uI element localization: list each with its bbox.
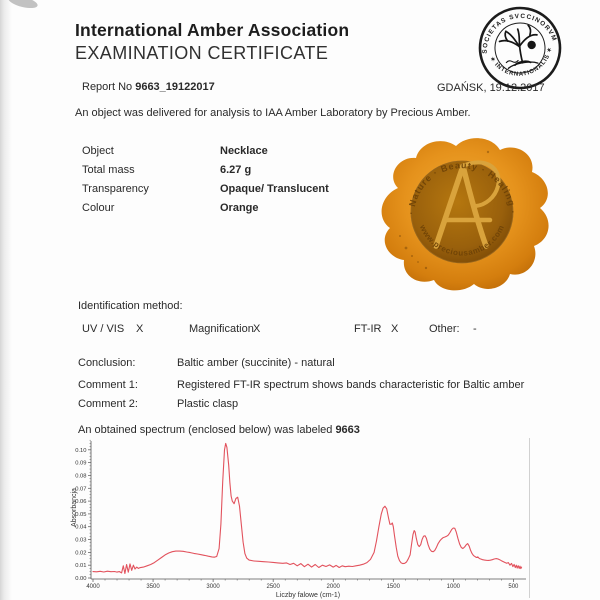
svg-text:0.05: 0.05: [75, 511, 87, 518]
chart-axes: [91, 441, 526, 579]
svg-text:3000: 3000: [206, 584, 220, 590]
detail-label: Colour: [82, 202, 115, 214]
svg-text:0.10: 0.10: [75, 447, 87, 454]
stamp-bottom-text: ✶ INTERNATIONALIS ✶: [488, 46, 554, 78]
svg-text:0.09: 0.09: [75, 460, 87, 467]
conclusion-label: Conclusion:: [78, 357, 136, 369]
svg-text:1000: 1000: [446, 584, 461, 590]
chart-tick-labels: [75, 448, 519, 590]
y-axis-label: Absorbancja: [71, 488, 78, 527]
chart-ticks: [88, 440, 513, 582]
seal-top-text: · Nature · Beauty · Healing ·: [406, 160, 518, 215]
intro-text: An object was delivered for analysis to IAA Amber Laboratory by Precious Amber.: [75, 107, 471, 119]
svg-text:2000: 2000: [326, 584, 340, 590]
svg-text:500: 500: [508, 584, 519, 590]
method-mark-ftir: X: [391, 323, 399, 335]
comment1-value: Registered FT-IR spectrum shows bands characteristic for Baltic amber: [177, 379, 525, 391]
method-name-other: Other:: [429, 323, 460, 335]
method-name-uvvis: UV / VIS: [82, 323, 125, 335]
method-name-ftir: FT-IR: [354, 323, 382, 335]
comment1-label: Comment 1:: [78, 379, 138, 391]
svg-text:0.08: 0.08: [75, 473, 87, 480]
stamp-top-text: SOCIETAS SVCCINORVM: [481, 12, 558, 54]
svg-text:0.07: 0.07: [75, 486, 87, 493]
detail-value: Necklace: [220, 145, 268, 157]
detail-label: Transparency: [82, 183, 149, 195]
svg-text:0.01: 0.01: [75, 563, 87, 570]
x-axis-label: Liczby falowe (cm-1): [275, 592, 341, 599]
comment2-value: Plastic clasp: [177, 398, 239, 410]
svg-text:0.04: 0.04: [75, 524, 87, 531]
detail-value: Opaque/ Translucent: [220, 183, 329, 195]
method-name-magnification: Magnification: [189, 323, 254, 335]
conclusion-value: Baltic amber (succinite) - natural: [177, 357, 335, 369]
detail-label: Object: [82, 145, 114, 157]
comment2-label: Comment 2:: [78, 398, 138, 410]
svg-text:0.00: 0.00: [75, 576, 87, 582]
svg-text:0.03: 0.03: [75, 537, 87, 544]
svg-text:4000: 4000: [86, 584, 100, 590]
svg-text:2500: 2500: [266, 584, 280, 590]
spectrum-label-code: 9663: [335, 424, 360, 436]
place-date: GDAŃSK, 19.12.2017: [437, 82, 545, 94]
method-mark-uvvis: X: [136, 323, 144, 335]
seal-bottom-text: www.preciousamber.com: [417, 223, 507, 258]
organization-title: International Amber Association: [75, 20, 350, 40]
detail-label: Total mass: [82, 164, 135, 176]
report-number: 9663_19122017: [135, 81, 215, 93]
page-title: EXAMINATION CERTIFICATE: [75, 43, 329, 63]
svg-text:0.02: 0.02: [75, 550, 87, 557]
svg-text:3500: 3500: [146, 584, 160, 590]
method-mark-other: -: [473, 323, 477, 335]
spectrum-note-text: An obtained spectrum (enclosed below) was labeled: [78, 424, 336, 436]
report-label: Report No: [82, 81, 136, 93]
detail-value: 6.27 g: [220, 164, 252, 176]
svg-text:1500: 1500: [386, 584, 400, 590]
scan-crease-line: [529, 438, 530, 598]
method-mark-magnification: X: [253, 323, 261, 335]
spectrum-line: [93, 443, 522, 573]
identification-title: Identification method:: [78, 300, 183, 312]
detail-value: Orange: [220, 202, 259, 214]
svg-text:0.06: 0.06: [75, 499, 87, 506]
